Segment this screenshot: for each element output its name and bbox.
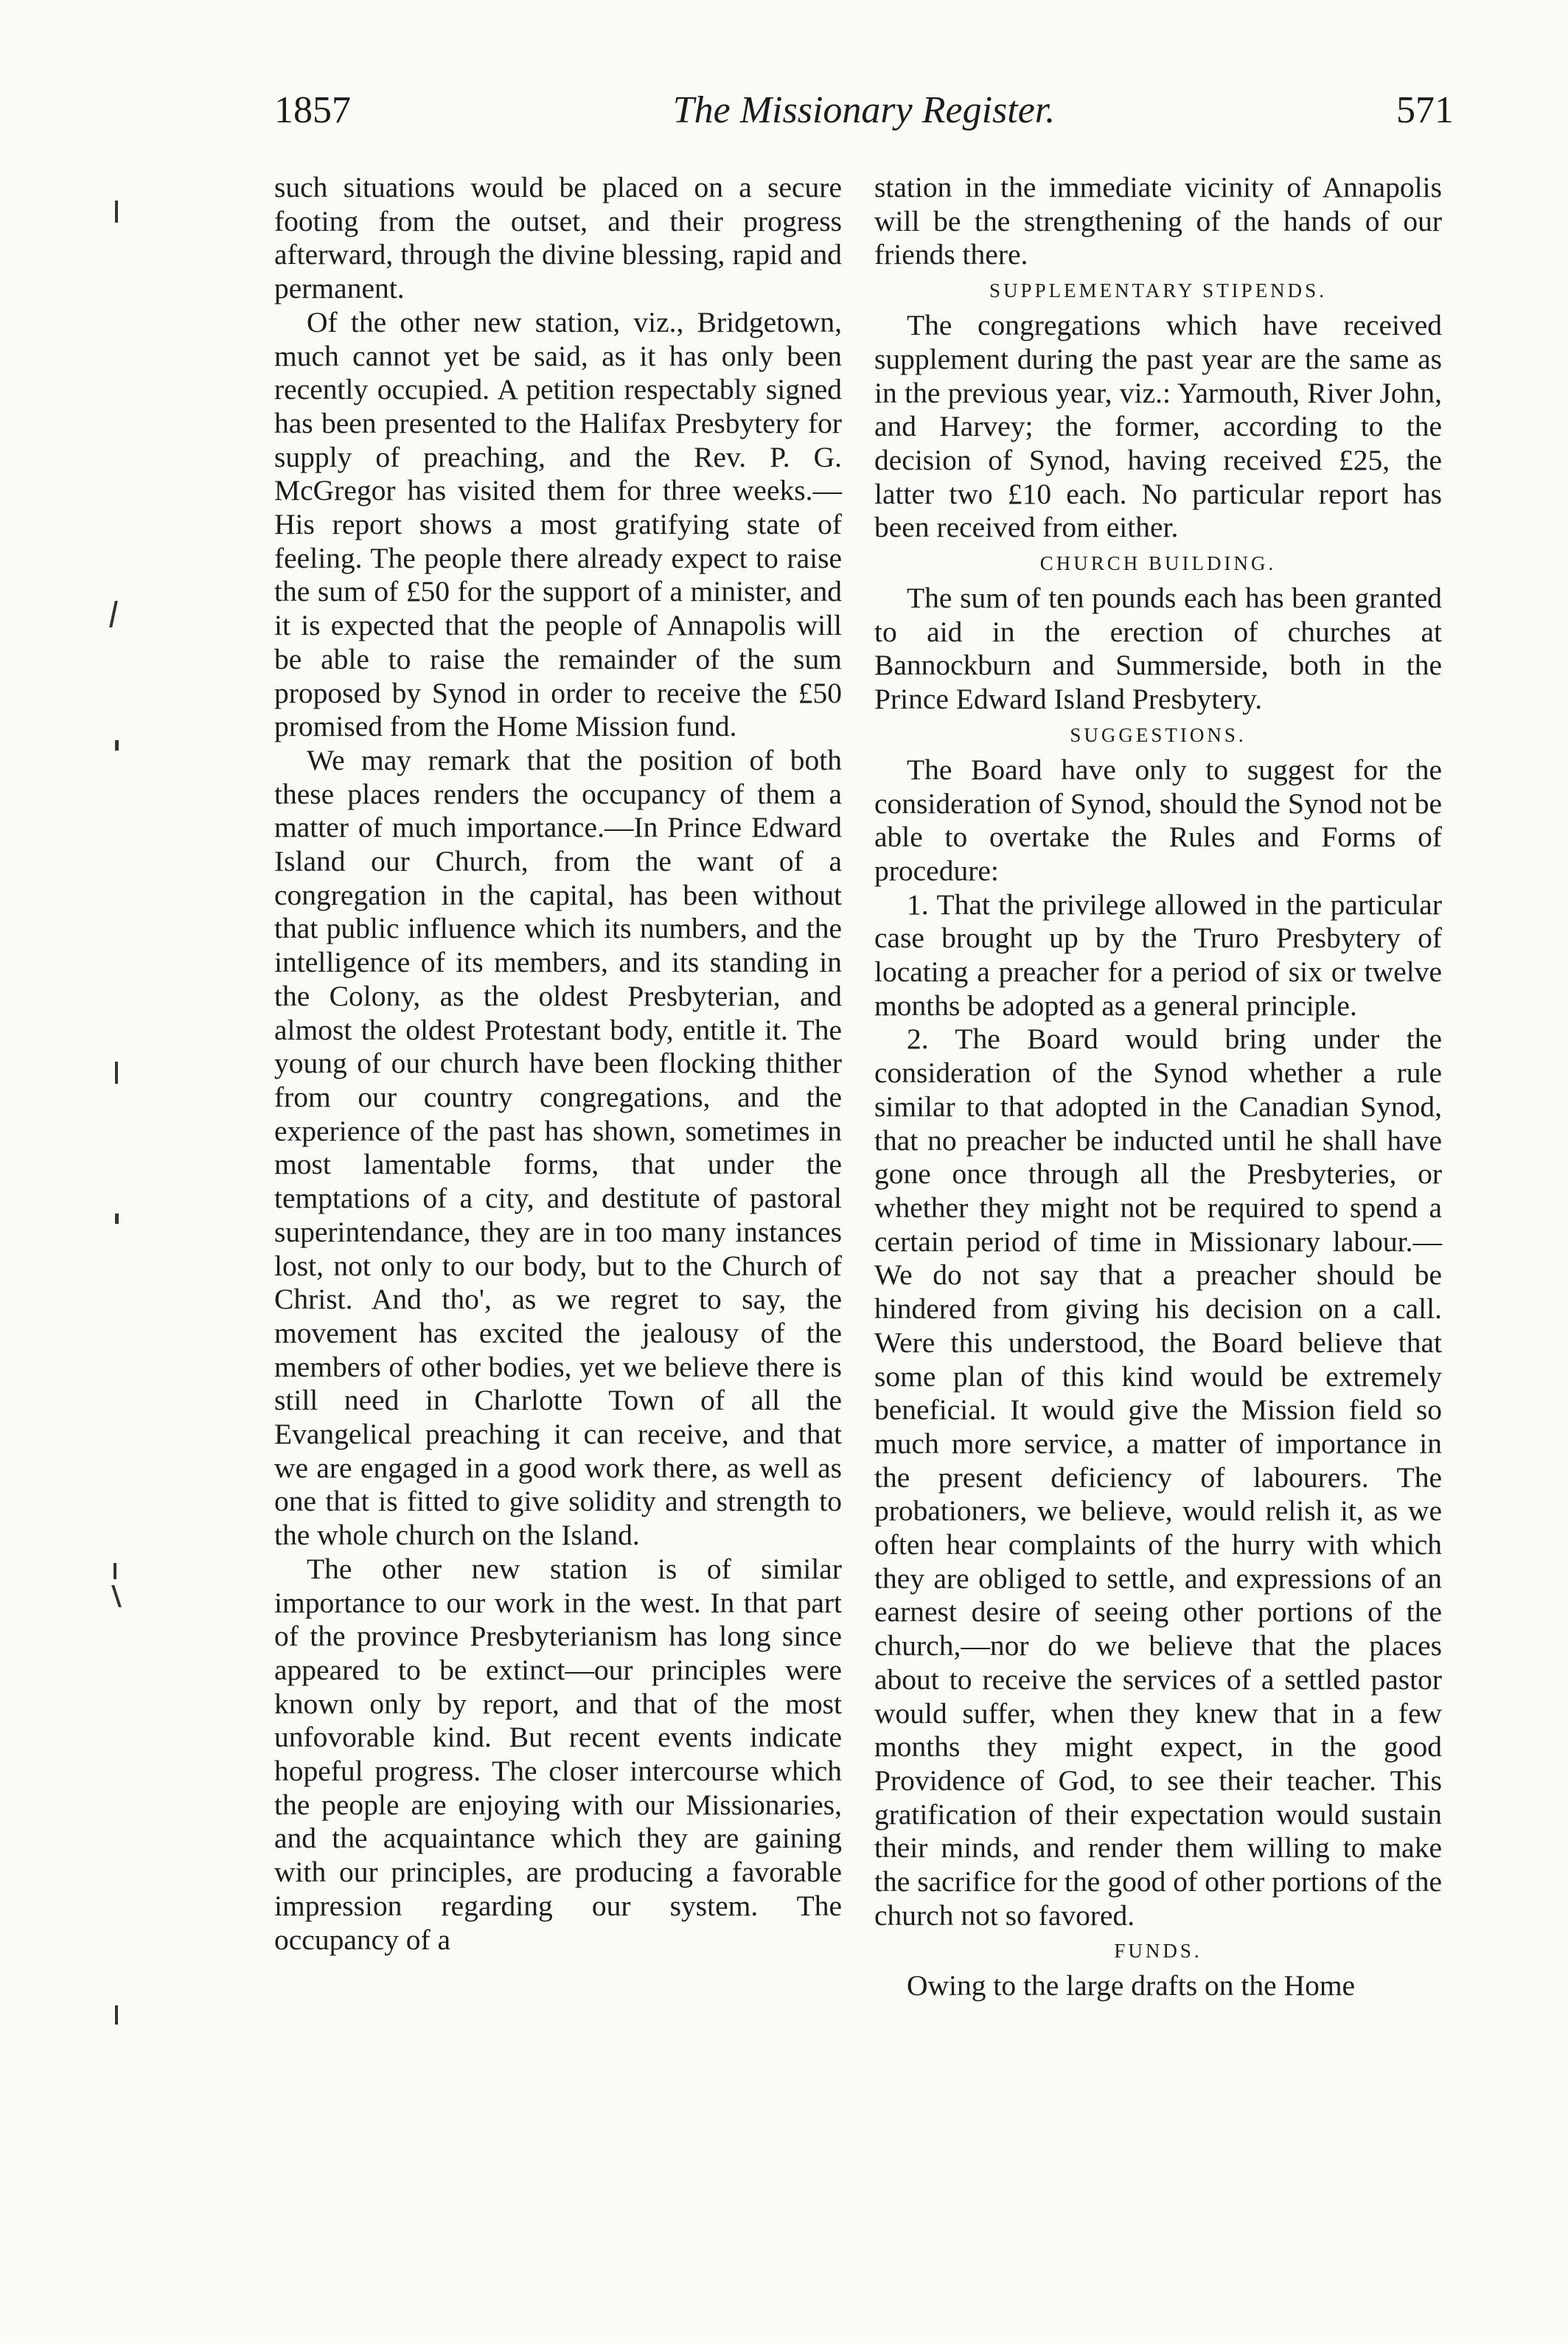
paragraph: The Board have only to suggest for the consideration of Synod, should the Synod not be able to overtake the Rules and Forms of procedure:: [874, 753, 1442, 887]
margin-mark: [115, 1062, 118, 1084]
section-heading-suggestions: SUGGESTIONS.: [1070, 723, 1247, 746]
paragraph: Owing to the large drafts on the Home: [907, 1969, 1356, 2002]
suggestion-item: 1. That the privilege allowed in the particular case brought up by the Truro Presbytery of locating a preacher for a period of six or twelve months be adopted as a general principle.: [874, 888, 1442, 1022]
margin-mark: [115, 1214, 119, 1224]
paragraph: such situations would be placed on a secure footing from the outset, and their progress afterward, through the divine blessing, rapid and permanent.: [274, 171, 842, 305]
section-heading-supplementary-stipends: SUPPLEMENTARY STIPENDS.: [989, 279, 1327, 302]
header-year: 1857: [274, 89, 351, 131]
margin-mark: [111, 1585, 122, 1607]
section-heading-funds: FUNDS.: [1114, 1940, 1202, 1963]
margin-mark: [115, 201, 118, 223]
left-column: [274, 171, 842, 1957]
margin-mark: [114, 1563, 116, 1579]
paragraph: station in the immediate vicinity of Annapolis will be the strengthening of the hands of our friends there.: [874, 171, 1442, 271]
paragraph: The other new station is of similar importance to our work in the west. In that part of the province Presbyterianism has long since appeared to be extinct—our principles were known only by report, and that of the most unfovorable kind. But recent events indicate hopeful progress. The closer intercourse which the people are enjoying with our Missionaries, and the acquaintance which they are gaining with our principles, are producing a favorable impression regarding our system. The occupancy of a: [274, 1552, 842, 1956]
paragraph: Of the other new station, viz., Bridgetown, much cannot yet be said, as it has only been recently occupied. A petition respectably signed has been presented to the Halifax Presbytery for supply of preaching, and the Rev. P. G. McGregor has visited them for three weeks.—His report shows a most gratifying state of feeling. The people there already expect to raise the sum of £50 for the support of a minister, and it is expected that the people of Annapolis will be able to raise the remainder of the sum proposed by Synod in order to receive the £50 promised from the Home Mission fund.: [274, 305, 842, 743]
margin-annotations: [96, 0, 140, 2343]
right-column: [874, 171, 1442, 2003]
suggestion-item: 2. The Board would bring under the consideration of the Synod whether a rule similar to that adopted in the Canadian Synod, that no preacher be inducted until he shall have gone once through all the Presbyteries, or whether they might not be required to spend a certain period of time in Missionary labour.—We do not say that a preacher should be hindered from giving his decision on a call. Were this understood, the Board believe that some plan of this kind would be extremely beneficial. It would give the Mission field so much more service, a matter of importance in the present deficiency of labourers. The probationers, we believe, would relish it, as we often hear complaints of the hurry with which they are obliged to settle, and expressions of an earnest desire of seeing other portions of the church,—nor do we believe that the places about to receive the services of a settled pastor would suffer, when they knew that in a few months they might expect, in the good Providence of God, to see their teacher. This gratification of their expectation would sustain their minds, and render them willing to make the sacrifice for the good of other portions of the church not so favored.: [874, 1023, 1442, 1932]
margin-mark: [115, 740, 119, 751]
paragraph: We may remark that the position of both these places renders the occupancy of them a matter of much importance.—In Prince Edward Island our Church, from the want of a congregation in the capital, has been without that public influence which its numbers, and the intelligence of its members, and its standing in the Colony, as the oldest Presbyterian, and almost the oldest Protestant body, entitle it. The young of our church have been flocking thither from our country congregations, and the experience of the past has shown, sometimes in most lamentable forms, that under the temptations of a city, and destitute of pastoral superintendance, they are in too many instances lost, not only to our body, but to the Church of Christ. And tho', as we regret to say, the movement has excited the jealousy of the members of other bodies, yet we believe there is still need in Charlotte Town of all the Evangelical preaching it can receive, and that we are engaged in a good work there, as well as one that is fitted to give solidity and strength to the whole church on the Island.: [274, 743, 842, 1552]
margin-mark: [115, 2005, 118, 2025]
header-title: The Missionary Register.: [672, 89, 1056, 131]
section-heading-church-building: CHURCH BUILDING.: [1039, 552, 1277, 575]
paragraph: The sum of ten pounds each has been granted to aid in the erection of churches at Bannockburn and Summerside, both in the Prince Edward Island Presbytery.: [874, 582, 1442, 716]
margin-mark: [109, 601, 118, 627]
page-number: 571: [1396, 89, 1454, 131]
running-header: [274, 88, 1454, 155]
paragraph: The congregations which have received supplement during the past year are the same as in the previous year, viz.: Yarmouth, River John, and Harvey; the former, according to the decision of Synod, having received £25, the latter two £10 each. No particular report has been received from either.: [874, 309, 1442, 544]
